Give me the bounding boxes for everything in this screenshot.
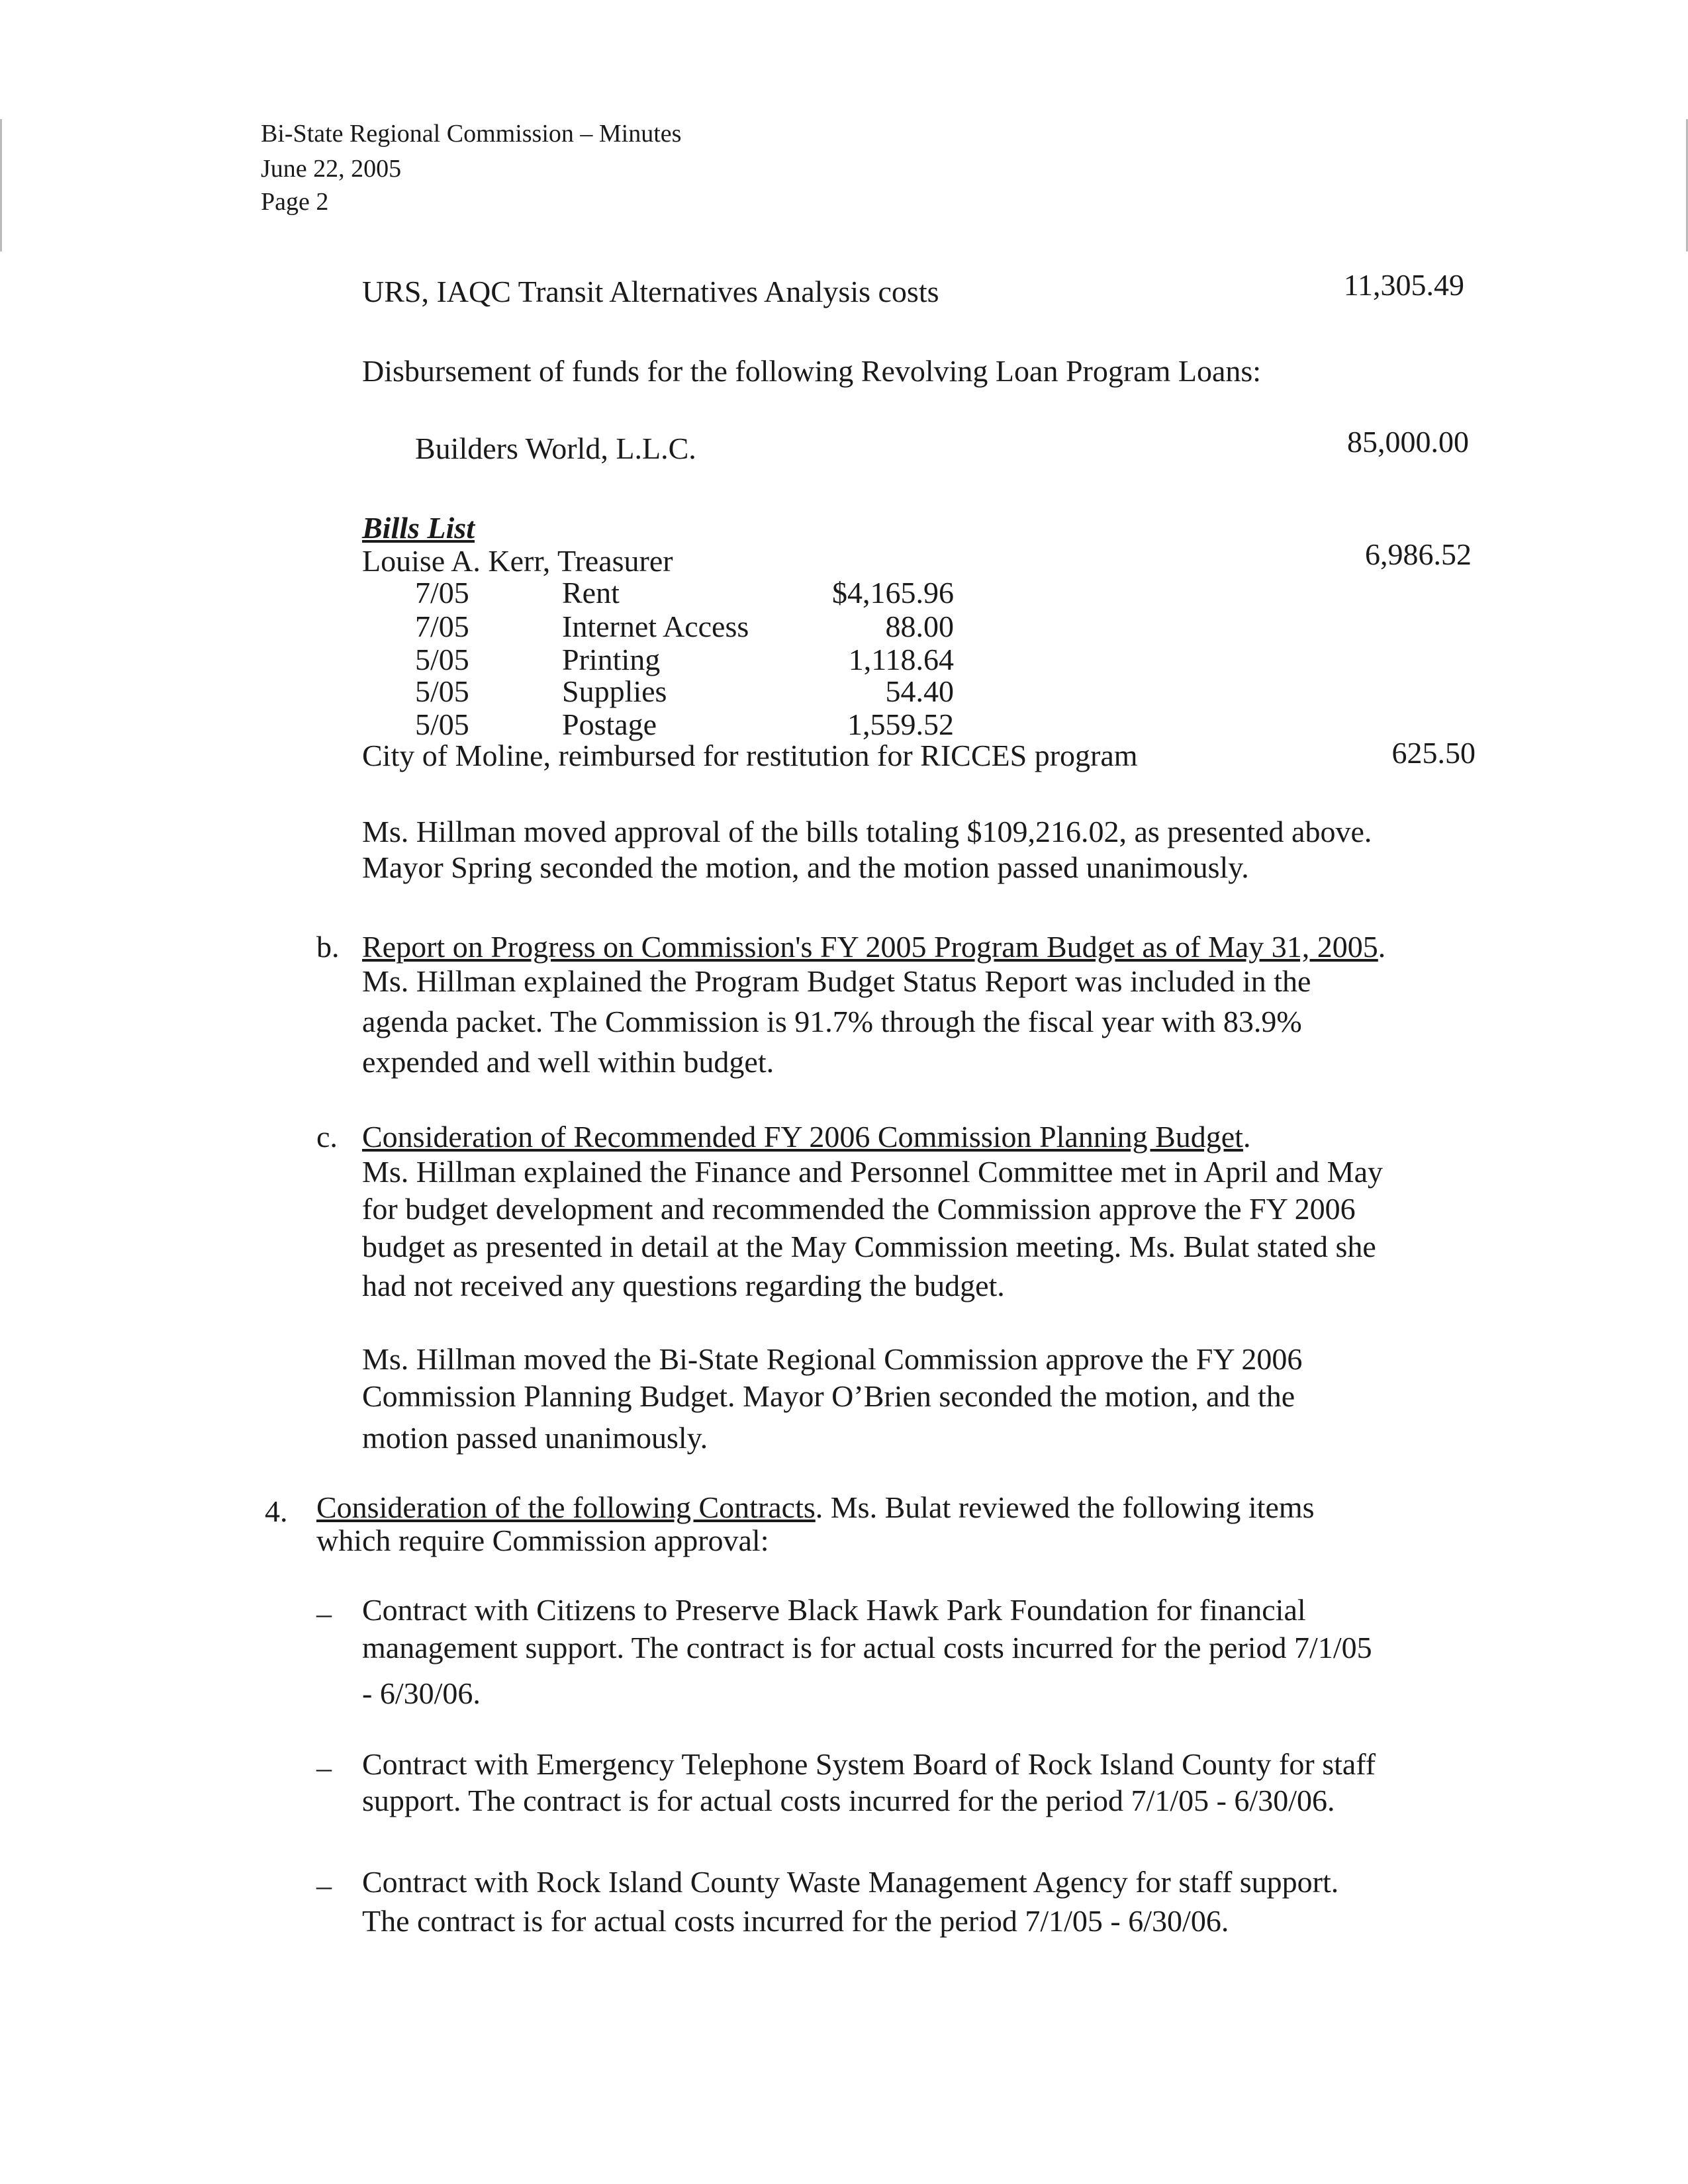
item-c-heading: Consideration of Recommended FY 2006 Commission Planning Budget [362,1120,1243,1154]
section-4-marker: 4. [265,1494,288,1528]
bill-item: Postage [562,707,657,741]
item-c-heading-line [362,1120,1250,1154]
contract-line: Contract with Citizens to Preserve Black Hawk Park Foundation for financial [362,1593,1306,1627]
bill-date: 5/05 [415,707,469,741]
dash-marker: – [316,1868,332,1902]
contract-line: Contract with Rock Island County Waste Management Agency for staff support. [362,1865,1339,1899]
period: . [1378,930,1386,964]
bill-item: Printing [562,643,661,676]
bills-title: Bills List [362,511,475,545]
item-b-line: expended and well within budget. [362,1045,774,1079]
contract-line: Contract with Emergency Telephone System Board of Rock Island County for staff [362,1747,1376,1781]
item-c-line: Ms. Hillman explained the Finance and Personnel Committee met in April and May [362,1155,1383,1189]
section-4-line: which require Commission approval: [316,1524,769,1557]
item-c-line: for budget development and recommended the Commission approve the FY 2006 [362,1192,1356,1226]
item-b-heading: Report on Progress on Commission's FY 2005 Program Budget as of May 31, 2005 [362,930,1378,964]
section-4-heading: Consideration of the following Contracts [316,1490,816,1524]
urs-label: URS, IAQC Transit Alternatives Analysis costs [362,275,939,308]
bill-date: 5/05 [415,674,469,708]
moline-amount: 625.50 [1391,736,1476,770]
item-c-line: had not received any questions regarding the budget. [362,1269,1005,1302]
section-4-heading-line [316,1490,1315,1525]
bill-date: 7/05 [415,576,469,610]
header-page: Page 2 [261,188,329,216]
section-4-rest: . Ms. Bulat reviewed the following items [815,1490,1315,1524]
motion1-line: Ms. Hillman moved approval of the bills totaling $109,216.02, as presented above. [362,815,1372,848]
builders-label: Builders World, L.L.C. [415,432,696,465]
urs-amount: 11,305.49 [1343,268,1464,302]
motion1-line: Mayor Spring seconded the motion, and the motion passed unanimously. [362,850,1249,884]
contract-line: - 6/30/06. [362,1676,481,1710]
contract-line: management support. The contract is for actual costs incurred for the period 7/1/05 [362,1631,1372,1664]
scan-edge [0,119,2,251]
item-b-marker: b. [316,930,340,964]
item-c-motion: Commission Planning Budget. Mayor O’Brien seconded the motion, and the [362,1379,1295,1413]
item-c-marker: c. [316,1120,338,1154]
bill-amount: 1,118.64 [848,643,954,676]
dash-marker: – [316,1596,332,1630]
item-c-motion: Ms. Hillman moved the Bi-State Regional Commission approve the FY 2006 [362,1342,1303,1376]
item-c-line: budget as presented in detail at the May Commission meeting. Ms. Bulat stated she [362,1230,1376,1263]
header-date: June 22, 2005 [261,155,402,183]
bill-amount: $4,165.96 [832,576,954,610]
period: . [1243,1120,1251,1154]
bill-date: 5/05 [415,643,469,676]
bill-amount: 1,559.52 [847,707,954,741]
bill-amount: 88.00 [885,610,954,643]
disbursement-text: Disbursement of funds for the following Revolving Loan Program Loans: [362,354,1262,388]
treasurer-label: Louise A. Kerr, Treasurer [362,544,673,578]
builders-amount: 85,000.00 [1347,425,1469,459]
item-b-line: agenda packet. The Commission is 91.7% through the fiscal year with 83.9% [362,1005,1302,1038]
contract-line: The contract is for actual costs incurred for the period 7/1/05 - 6/30/06. [362,1904,1229,1938]
treasurer-amount: 6,986.52 [1365,537,1472,571]
bill-item: Rent [562,576,620,610]
item-b-heading-line [362,930,1385,964]
moline-label: City of Moline, reimbursed for restitution for RICCES program [362,739,1138,772]
header-org: Bi-State Regional Commission – Minutes [261,120,682,148]
bill-item: Supplies [562,674,667,708]
bill-amount: 54.40 [885,674,954,708]
dash-marker: – [316,1751,332,1784]
bill-item: Internet Access [562,610,749,643]
bill-date: 7/05 [415,610,469,643]
contract-line: support. The contract is for actual costs incurred for the period 7/1/05 - 6/30/06. [362,1784,1335,1817]
item-c-motion: motion passed unanimously. [362,1421,708,1455]
item-b-line: Ms. Hillman explained the Program Budget Status Report was included in the [362,964,1311,998]
